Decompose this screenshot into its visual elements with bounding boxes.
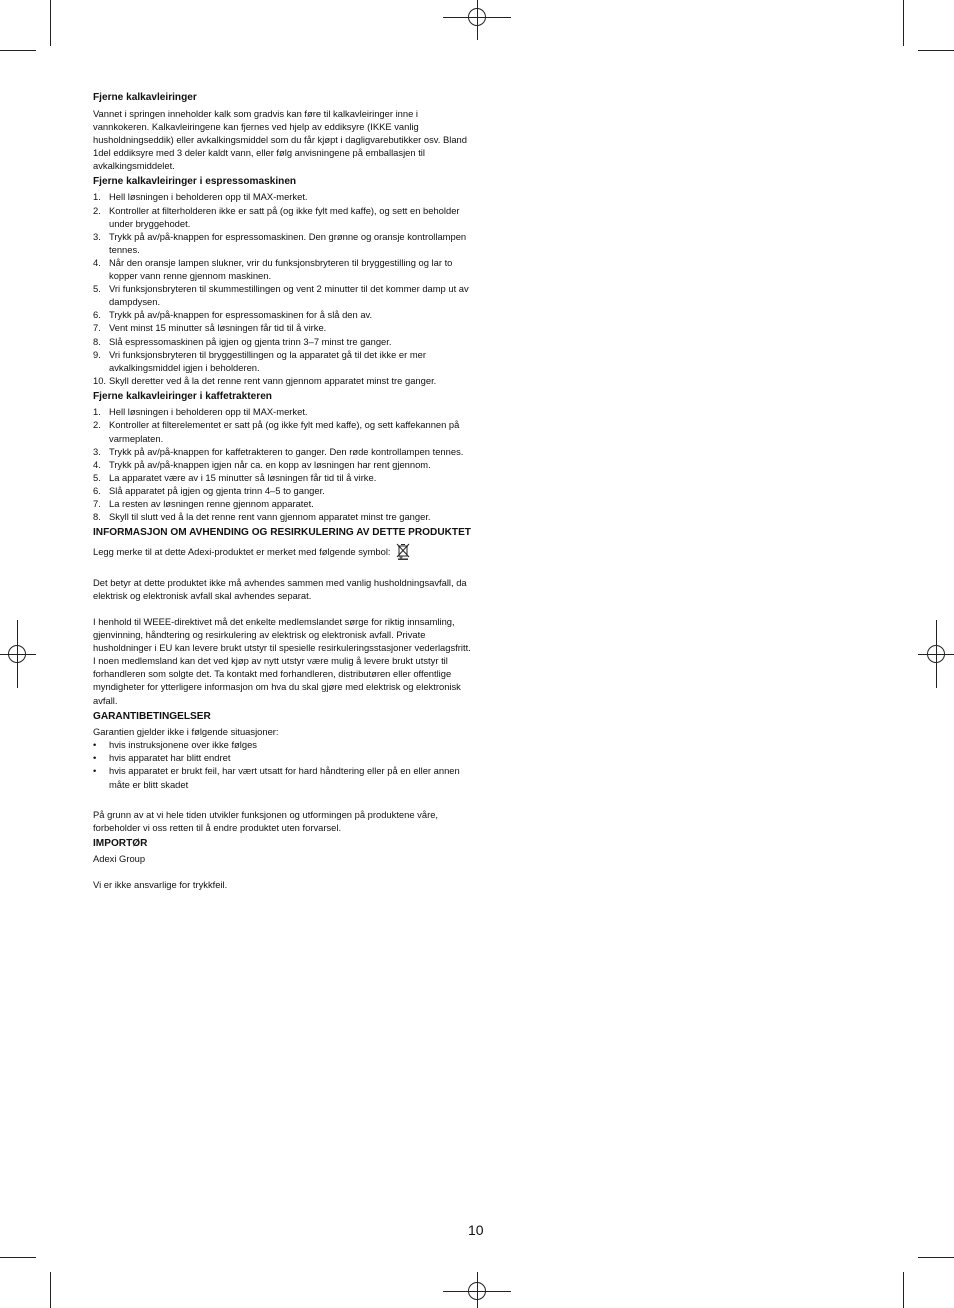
paragraph: Garantien gjelder ikke i følgende situasjoner:	[93, 726, 279, 738]
list-item: 1. Hell løsningen i beholderen opp til MAX-merket.	[93, 191, 308, 203]
registration-mark-icon	[936, 620, 937, 688]
crop-mark	[50, 1272, 51, 1308]
section-title: Fjerne kalkavleiringer i espressomaskinen	[93, 175, 297, 187]
list-item: 7. La resten av løsningen renne gjennom apparatet.	[93, 498, 314, 510]
importer-name: Adexi Group	[93, 853, 146, 865]
step-list	[93, 190, 471, 386]
list-item: 5. Vri funksjonsbryteren til skummestillingen og vent 2 minutter til det kommer damp ut av dampdysen.	[93, 283, 469, 308]
list-item: 5. La apparatet være av i 15 minutter så løsningen får tid til å virke.	[93, 471, 377, 483]
list-item: 1. Hell løsningen i beholderen opp til MAX-merket.	[93, 406, 308, 418]
paragraph: Vannet i springen inneholder kalk som gradvis kan føre til kalkavleiringer inne i vannkokeren. Kalkavleiringene kan fjernes ved hjelp av eddiksyre (IKKE vanlig husholdningseddik) eller avkalkingsmiddel som du får kjøpt i dagligvarebutikker osv. Bland 1del eddiksyre med 3 deler kaldt vann, eller følg anvisningene på emballasjen til avkalkingsmiddelet.	[93, 107, 467, 171]
list-item: 9. Vri funksjonsbryteren til bryggestillingen og la apparatet gå til det ikke er mer avkalkingsmiddel igjen i beholderen.	[93, 348, 427, 373]
section-espresso	[93, 176, 471, 387]
document-body	[93, 92, 471, 896]
section-title: Fjerne kalkavleiringer i kaffetrakteren	[93, 390, 272, 402]
list-item: • hvis instruksjonene over ikke følges	[93, 739, 257, 751]
crop-mark	[0, 50, 36, 51]
list-item: 6. Trykk på av/på-knappen for espressomaskinen for å slå den av.	[93, 309, 373, 321]
section-title: Fjerne kalkavleiringer	[93, 92, 197, 103]
registration-mark-icon	[477, 0, 478, 40]
crossed-out-bin-icon	[396, 542, 410, 563]
crop-mark	[918, 50, 954, 51]
list-item: • hvis apparatet er brukt feil, har vært utsatt for hard håndtering eller på en eller annen måte er blitt skadet	[93, 765, 460, 790]
section-title: GARANTIBETINGELSER	[93, 710, 211, 722]
list-item: 8. Slå espressomaskinen på igjen og gjenta trinn 3–7 minst tre ganger.	[93, 335, 392, 347]
list-item: 3. Trykk på av/på-knappen for espressomaskinen. Den grønne og oransje kontrollampen tennes.	[93, 230, 467, 255]
step-list	[93, 405, 471, 523]
list-item: 4. Trykk på av/på-knappen igjen når ca. en kopp av løsningen har rent gjennom.	[93, 458, 431, 470]
section-disposal	[93, 527, 471, 706]
paragraph: I henhold til WEEE-direktivet må det enkelte medlemslandet sørge for riktig innsamling, gjenvinning, håndtering og resirkulering av elektrisk og elektronisk avfall. Private husholdninger i EU kan levere brukt utstyr til spesielle resirkuleringsstasjoner vederlagsfritt. I noen medlemsland kan det ved kjøp av nytt utstyr være mulig å levere brukt utstyr til forhandleren som solgte det. Ta kontakt med forhandleren, distributøren eller offentlige myndigheter for ytterligere informasjon om hva du skal gjøre med elektrisk og elektronisk avfall.	[93, 616, 471, 706]
disclaimer: Vi er ikke ansvarlige for trykkfeil.	[93, 879, 228, 891]
list-item: • hvis apparatet har blitt endret	[93, 752, 231, 764]
section-title: INFORMASJON OM AVHENDING OG RESIRKULERING AV DETTE PRODUKTET	[93, 527, 471, 539]
paragraph: På grunn av at vi hele tiden utvikler funksjonen og utformingen på produktene våre, forbeholder vi oss retten til å endre produktet uten forvarsel.	[93, 808, 439, 833]
list-item: 7. Vent minst 15 minutter så løsningen får tid til å virke.	[93, 322, 327, 334]
section-coffee	[93, 391, 471, 523]
list-item: 2. Kontroller at filterelementet er satt på (og ikke fylt med kaffe), og sett kaffekannen på varmeplaten.	[93, 419, 460, 444]
list-item: 6. Slå apparatet på igjen og gjenta trinn 4–5 to ganger.	[93, 484, 325, 496]
section-title: IMPORTØR	[93, 837, 148, 849]
page-number: 10	[468, 1222, 484, 1238]
symbol-line: Legg merke til at dette Adexi-produktet er merket med følgende symbol:	[93, 545, 391, 557]
registration-mark-icon	[17, 620, 18, 688]
crop-mark	[903, 1272, 904, 1308]
list-item: 2. Kontroller at filterholderen ikke er satt på (og ikke fylt med kaffe), og sett en beholder under bryggehodet.	[93, 204, 460, 229]
crop-mark	[0, 1257, 36, 1258]
registration-mark-icon	[477, 1272, 478, 1308]
crop-mark	[50, 0, 51, 46]
bullet-list	[93, 738, 471, 790]
section-descale	[93, 92, 471, 172]
section-importer	[93, 838, 471, 892]
crop-mark	[918, 1257, 954, 1258]
paragraph	[93, 542, 471, 563]
crop-mark	[903, 0, 904, 46]
list-item: 3. Trykk på av/på-knappen for kaffetrakteren to ganger. Den røde kontrollampen tennes.	[93, 445, 464, 457]
registration-mark-icon	[0, 654, 36, 655]
list-item: 10. Skyll deretter ved å la det renne rent vann gjennom apparatet minst tre ganger.	[93, 374, 437, 386]
list-item: 8. Skyll til slutt ved å la det renne rent vann gjennom apparatet minst tre ganger.	[93, 511, 431, 523]
paragraph: Det betyr at dette produktet ikke må avhendes sammen med vanlig husholdningsavfall, da elektrisk og elektronisk avfall skal avhendes separat.	[93, 576, 467, 601]
section-warranty	[93, 711, 471, 834]
list-item: 4. Når den oransje lampen slukner, vrir du funksjonsbryteren til bryggestilling og lar to kopper vann renne gjennom maskinen.	[93, 256, 453, 282]
